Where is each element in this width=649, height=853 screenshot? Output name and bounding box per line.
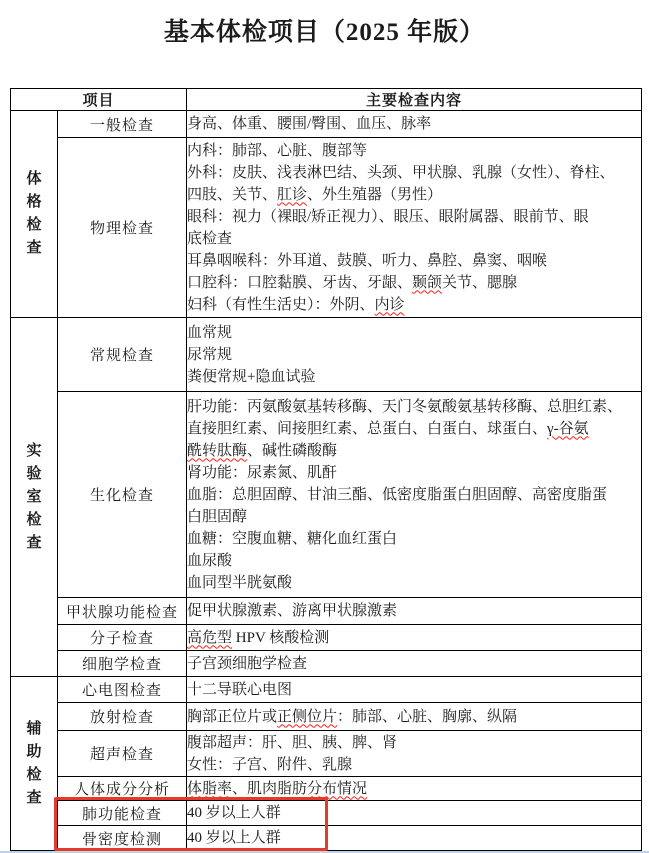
content-text: HPV 核酸检测: [232, 629, 330, 646]
content-text: 血常规: [187, 324, 233, 341]
content-line: [187, 754, 641, 776]
content-line: [187, 732, 641, 754]
category-cell: [11, 318, 58, 677]
category-char: 辅: [26, 720, 42, 737]
table-row: [11, 801, 642, 826]
content-text: 直接胆红素、间接胆红素、总蛋白、白蛋白、球蛋白、: [187, 420, 548, 437]
content-line: [187, 653, 641, 675]
row-item-label: 细胞学检查: [58, 651, 187, 677]
content-text: 、碱性磷酸酶: [247, 442, 338, 459]
content-line: [187, 778, 641, 800]
table-row: [11, 777, 642, 801]
row-item-label: 一般检查: [58, 111, 187, 138]
table-row: [11, 318, 642, 392]
table-row: [11, 138, 642, 318]
header-row: [11, 89, 642, 111]
spellcheck-underlined-text: 高危型: [187, 629, 233, 646]
row-item-label: 生化检查: [58, 392, 187, 598]
content-line: [187, 802, 641, 824]
category-char: 查: [26, 240, 42, 256]
row-item-label: 骨密度检测: [58, 826, 187, 851]
content-line: [187, 366, 641, 388]
content-line: [187, 827, 641, 849]
content-text: 血脂：总胆固醇、甘油三酯、低密度脂蛋白胆固醇、高密度脂蛋: [187, 486, 608, 503]
content-line: [187, 344, 641, 366]
content-text: 十二导联心电图: [187, 681, 293, 698]
content-text: 40 岁以上人群: [187, 805, 281, 821]
content-line: [187, 506, 641, 528]
row-content: [187, 318, 642, 392]
row-item-label: 放射检查: [58, 703, 187, 731]
content-line: [187, 206, 641, 228]
table-row: [11, 826, 642, 851]
content-line: [187, 484, 641, 506]
content-line: [187, 113, 641, 135]
row-content: [187, 392, 642, 598]
spellcheck-underlined-text: 体脂率: [187, 780, 233, 797]
row-item-label: 常规检查: [58, 318, 187, 392]
table-row: [11, 731, 642, 777]
content-text: 、外生殖器（男性）: [307, 186, 443, 203]
row-content: [187, 731, 642, 777]
category-char: 验: [26, 465, 42, 482]
row-content: [187, 826, 642, 851]
spellcheck-underlined-text: 颞颌: [412, 274, 443, 291]
category-char: 查: [26, 534, 42, 551]
row-content: [187, 138, 642, 318]
content-text: 血同型半胱氨酸: [187, 574, 293, 591]
content-text: 口腔科：口腔黏膜、牙齿、牙龈、: [187, 274, 413, 291]
row-content: [187, 111, 642, 138]
table-row: [11, 111, 642, 138]
content-text: 血尿酸: [187, 552, 233, 569]
content-text: 尿常规: [187, 346, 233, 363]
content-line: [187, 294, 641, 316]
content-line: [187, 550, 641, 572]
row-content: [187, 677, 642, 703]
row-content: [187, 777, 642, 801]
content-text: 关节、腮腺: [442, 274, 518, 291]
category-char: 检: [26, 217, 42, 233]
content-text: 外科：皮肤、浅表淋巴结、头颈、甲状腺、乳腺（女性）、脊柱、: [187, 164, 615, 181]
spellcheck-underlined-text: 正侧位片: [277, 708, 338, 725]
content-text: 血糖：空腹血糖、糖化血红蛋白: [187, 530, 398, 547]
category-cell: [11, 677, 58, 851]
table-row: [11, 392, 642, 598]
content-line: [187, 418, 641, 440]
row-item-label: 分子检查: [58, 625, 187, 651]
content-text: 妇科（有性生活史）：外阴、: [187, 296, 375, 313]
category-char: 室: [26, 488, 42, 505]
category-char: 查: [26, 789, 42, 806]
content-text: 腹部超声：肝、胆、胰、脾、肾: [187, 734, 398, 751]
category-cell: [11, 111, 58, 318]
category-char: 体: [26, 171, 42, 187]
content-text: ：肺部、心脏、胸廓、纵隔: [337, 708, 518, 725]
table-row: [11, 598, 642, 625]
spellcheck-underlined-text: 酰转肽酶: [187, 442, 248, 459]
table-row: [11, 625, 642, 651]
content-text: 女性：子宫、附件、乳腺: [187, 756, 353, 773]
content-line: [187, 140, 641, 162]
exam-table: [10, 88, 642, 851]
content-line: [187, 322, 641, 344]
content-line: [187, 228, 641, 250]
content-text: 肝功能：丙氨酸氨基转移酶、天门冬氨酸氨基转移酶、总胆红素、: [187, 398, 623, 415]
content-text: 肾功能：尿素氮、肌酐: [187, 464, 338, 481]
content-line: [187, 600, 641, 622]
content-text: 眼科：视力（裸眼/矫正视力）、眼压、眼附属器、眼前节、眼: [187, 208, 589, 225]
table-row: [11, 651, 642, 677]
content-line: [187, 462, 641, 484]
row-content: [187, 651, 642, 677]
row-item-label: 心电图检查: [58, 677, 187, 703]
row-item-label: 甲状腺功能检查: [58, 598, 187, 625]
content-line: [187, 184, 641, 206]
page-title: 基本体检项目（2025 年版）: [163, 19, 486, 46]
content-text: 白胆固醇: [187, 508, 248, 525]
spellcheck-underlined-text: 肛诊: [277, 186, 308, 203]
content-line: [187, 572, 641, 594]
content-line: [187, 162, 641, 184]
row-item-label: 物理检查: [58, 138, 187, 318]
row-content: [187, 625, 642, 651]
content-line: [187, 528, 641, 550]
content-text: 耳鼻咽喉科：外耳道、鼓膜、听力、鼻腔、鼻窦、咽喉: [187, 252, 548, 269]
content-text: 胸部正位片或: [187, 708, 278, 725]
row-content: [187, 703, 642, 731]
content-text: 40 岁以上人群: [187, 830, 281, 846]
row-item-label: 肺功能检查: [58, 801, 187, 826]
content-text: 促甲状腺激素、游离甲状腺激素: [187, 603, 398, 619]
table-row: [11, 703, 642, 731]
row-item-label: 人体成分分析: [58, 777, 187, 801]
content-line: [187, 250, 641, 272]
header-content-column: 主要检查内容: [187, 89, 642, 111]
spellcheck-underlined-text: γ-谷氨: [547, 420, 589, 437]
category-char: 检: [26, 511, 42, 528]
content-text: 、肌肉脂肪: [232, 780, 308, 797]
content-line: [187, 679, 641, 701]
row-item-label: 超声检查: [58, 731, 187, 777]
content-text: 粪便常规+隐血试验: [187, 368, 316, 385]
content-text: 身高、体重、腰围/臀围、血压、脉率: [187, 116, 432, 132]
content-line: [187, 396, 641, 418]
row-content: [187, 801, 642, 826]
category-char: 检: [26, 766, 42, 783]
content-line: [187, 706, 641, 728]
spellcheck-underlined-text: 分布情况: [307, 780, 368, 797]
spellcheck-underlined-text: 内诊: [374, 296, 405, 313]
content-text: 内科：肺部、心脏、腹部等: [187, 142, 368, 159]
content-text: 子宫颈细胞学检查: [187, 655, 308, 672]
category-char: 实: [26, 442, 42, 459]
table-row: [11, 677, 642, 703]
content-line: [187, 272, 641, 294]
content-text: 底检查: [187, 230, 233, 247]
category-char: 格: [26, 194, 42, 210]
content-text: 四肢、关节、: [187, 186, 278, 203]
header-item-column: 项目: [11, 89, 187, 111]
content-line: [187, 440, 641, 462]
category-char: 助: [26, 743, 42, 760]
row-content: [187, 598, 642, 625]
content-line: [187, 627, 641, 649]
